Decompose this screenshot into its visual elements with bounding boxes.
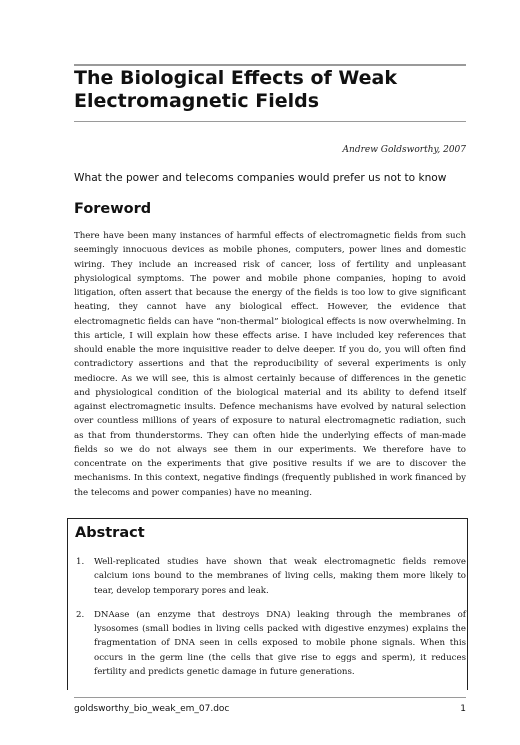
- document-subtitle: What the power and telecoms companies would prefer us not to know: [74, 172, 447, 184]
- footer-page-number: 1: [460, 704, 466, 714]
- footer-filename: goldsworthy_bio_weak_em_07.doc: [74, 704, 230, 714]
- abstract-heading: Abstract: [75, 525, 145, 541]
- author-credit: Andrew Goldsworthy, 2007: [342, 145, 466, 155]
- footer-rule: [74, 697, 466, 698]
- foreword-heading: Foreword: [74, 201, 152, 217]
- abstract-item-number: 2.: [76, 609, 85, 620]
- abstract-item: [76, 555, 466, 598]
- abstract-box: [67, 518, 468, 690]
- abstract-item-text: Well-replicated studies have shown that weak electromagnetic fields remove calcium ions bound to the membranes of living cells, making them more likely to tear, develop temporary pores and leak.: [94, 557, 466, 596]
- abstract-item: [76, 608, 466, 679]
- document-title: [74, 67, 466, 113]
- title-rule-top: [74, 64, 466, 66]
- abstract-item-number: 1.: [76, 557, 85, 567]
- title-rule-bottom: [74, 121, 466, 122]
- title-line-2: Electromagnetic Fields: [74, 90, 320, 112]
- abstract-item-text: DNAase (an enzyme that destroys DNA) leaking through the membranes of lysosomes (small bodies in living cells packed with digestive enzymes) explains the fragmentation of DNA seen in cells exposed to mobile phone signals. When this occurs in the germ line (the cells that give rise to eggs and sperm), it reduces fertility and predicts genetic damage in future generations.: [94, 609, 466, 677]
- title-line-1: The Biological Effects of Weak: [74, 67, 398, 89]
- foreword-paragraph: There have been many instances of harmful effects of electromagnetic fields from such seemingly innocuous devices as mobile phones, computers, power lines and domestic wiring. They include an increased risk of cancer, loss of fertility and unpleasant physiological symptoms. The power and mobile phone companies, hoping to avoid litigation, often assert that because the energy of the fields is too low to give significant heating, they cannot have any biological effect. However, the evidence that electromagnetic fields can have “non-thermal” biological effects is now overwhelming. In this article, I will explain how these effects arise. I have included key references that should enable the more inquisitive reader to delve deeper. If you do, you will often find contradictory assertions and that the reproducibility of several experiments is only mediocre. As we will see, this is almost certainly because of differences in the genetic and physiological condition of the biological material and its ability to defend itself against electromagnetic insults. Defence mechanisms have evolved by natural selection over countless millions of years of exposure to natural electromagnetic radiation, such as that from thunderstorms. They can often hide the underlying effects of man-made fields so we do not always see them in our experiments. We therefore have to concentrate on the experiments that give positive results if we are to discover the mechanisms. In this context, negative findings (frequently published in work financed by the telecoms and power companies) have no meaning.: [74, 231, 466, 498]
- abstract-list: [76, 555, 466, 689]
